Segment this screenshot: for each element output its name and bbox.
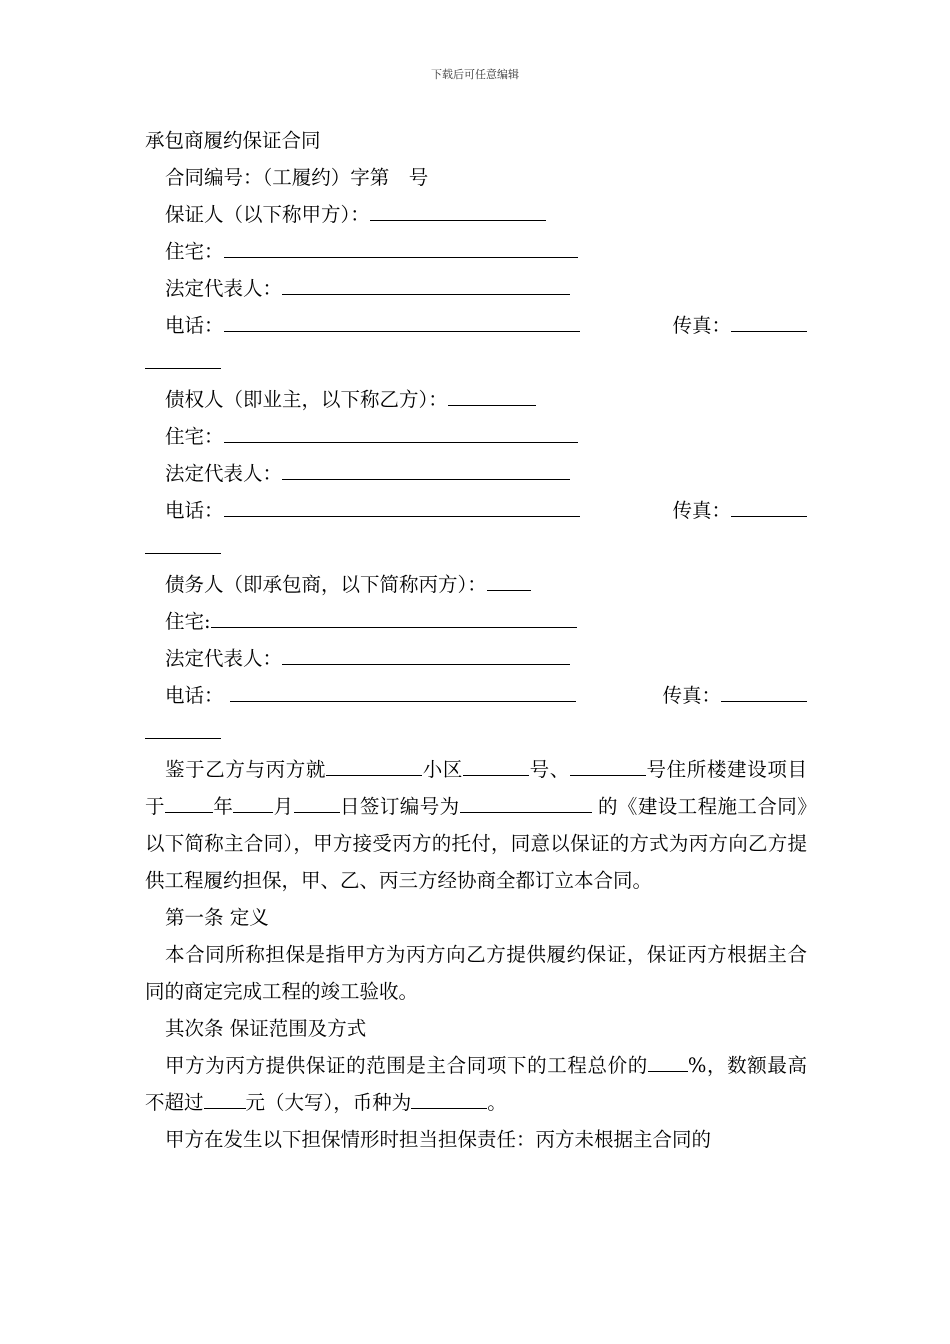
art2-text-1: 甲方为丙方提供保证的范围是主合同项下的工程总价的	[165, 1054, 648, 1077]
contract-number: 合同编号：（工履约）字第 号	[165, 166, 429, 189]
guarantor-line	[145, 196, 807, 233]
guarantor-phone-line	[145, 307, 807, 344]
article-1-heading: 第一条 定义	[165, 906, 269, 929]
debtor-phone-blank[interactable]	[230, 679, 576, 702]
debtor-rep-blank[interactable]	[282, 642, 570, 665]
blank-percent[interactable]	[648, 1049, 688, 1072]
debtor-phone-line	[145, 677, 807, 714]
intro-text-8: 的《建设工程施工合同》以下简称主合同），甲方接受丙方的托付，同意以保证的方式为丙方向乙方提供工程履约担保，甲、乙、丙三方经协商全都订立本合同。	[145, 795, 807, 892]
guarantor-label: 保证人（以下称甲方）：	[165, 203, 370, 226]
creditor-fax	[672, 492, 807, 529]
creditor-phone-label: 电话：	[165, 499, 224, 522]
intro-text-5: 年	[212, 795, 234, 818]
creditor-fax-blank[interactable]	[731, 494, 807, 517]
art2-text-2: %，数额最高不超过	[145, 1054, 807, 1114]
creditor-fax-blank-cont[interactable]	[145, 531, 221, 554]
debtor-address-blank[interactable]	[211, 605, 577, 628]
blank-day[interactable]	[294, 790, 340, 813]
creditor-rep-line	[145, 455, 807, 492]
intro-text-1: 鉴于乙方与丙方就	[165, 758, 327, 781]
art2-text-3: 元（大写），币种为	[245, 1091, 412, 1114]
page-header-note: 下载后可任意编辑	[431, 68, 519, 81]
contract-title: 承包商履约保证合同	[145, 129, 321, 152]
debtor-address-line	[145, 603, 807, 640]
intro-text-2: 小区	[422, 758, 463, 781]
guarantor-blank[interactable]	[370, 198, 546, 221]
guarantor-fax-cont	[145, 344, 807, 381]
guarantor-address-line	[145, 233, 807, 270]
intro-text-4: 号住所楼建设项目于	[145, 758, 807, 818]
article-1-body: 本合同所称担保是指甲方为丙方向乙方提供履约保证，保证丙方根据主合同的商定完成工程的竣工验收。	[145, 943, 807, 1003]
creditor-fax-label: 传真：	[672, 499, 731, 522]
creditor-rep-blank[interactable]	[282, 457, 570, 480]
debtor-address-label: 住宅:	[165, 610, 211, 633]
creditor-blank[interactable]	[448, 383, 536, 406]
art2-text-4: 。	[487, 1091, 507, 1114]
debtor-rep-line	[145, 640, 807, 677]
debtor-phone-label: 电话：	[165, 684, 224, 707]
guarantor-address-label: 住宅：	[165, 240, 224, 263]
article-2-condition: 甲方在发生以下担保情形时担当担保责任：丙方未根据主合同的	[165, 1128, 712, 1151]
intro-paragraph	[145, 751, 807, 899]
debtor-fax-blank[interactable]	[721, 679, 807, 702]
article-2-heading: 其次条 保证范围及方式	[165, 1017, 367, 1040]
debtor-fax	[662, 677, 807, 714]
debtor-blank[interactable]	[487, 568, 531, 591]
intro-text-7: 日签订编号为	[339, 795, 460, 818]
debtor-fax-blank-cont[interactable]	[145, 716, 221, 739]
guarantor-rep-label: 法定代表人：	[165, 277, 283, 300]
blank-building[interactable]	[463, 753, 529, 776]
contract-document	[145, 122, 807, 1158]
creditor-line	[145, 381, 807, 418]
blank-amount[interactable]	[204, 1086, 246, 1109]
blank-year[interactable]	[165, 790, 213, 813]
guarantor-fax-blank[interactable]	[731, 309, 807, 332]
intro-text-6: 月	[273, 795, 294, 818]
guarantor-rep-blank[interactable]	[282, 272, 570, 295]
guarantor-phone-blank[interactable]	[224, 309, 580, 332]
debtor-fax-label: 传真：	[662, 684, 721, 707]
guarantor-address-blank[interactable]	[224, 235, 578, 258]
guarantor-fax-label: 传真：	[672, 314, 731, 337]
guarantor-rep-line	[145, 270, 807, 307]
creditor-phone-line	[145, 492, 807, 529]
creditor-address-line	[145, 418, 807, 455]
creditor-address-label: 住宅：	[165, 425, 224, 448]
creditor-phone-blank[interactable]	[224, 494, 580, 517]
debtor-fax-cont	[145, 714, 807, 751]
guarantor-fax-blank-cont[interactable]	[145, 346, 221, 369]
blank-project[interactable]	[326, 753, 422, 776]
guarantor-phone-label: 电话：	[165, 314, 224, 337]
debtor-rep-label: 法定代表人：	[165, 647, 283, 670]
creditor-rep-label: 法定代表人：	[165, 462, 283, 485]
article-2-body	[145, 1047, 807, 1121]
blank-contract-no[interactable]	[460, 790, 592, 813]
debtor-line	[145, 566, 807, 603]
blank-house[interactable]	[570, 753, 646, 776]
creditor-address-blank[interactable]	[224, 420, 578, 443]
blank-month[interactable]	[233, 790, 273, 813]
blank-currency[interactable]	[411, 1086, 487, 1109]
guarantor-fax	[672, 307, 807, 344]
intro-text-3: 号、	[528, 758, 570, 781]
creditor-fax-cont	[145, 529, 807, 566]
creditor-label: 债权人（即业主，以下称乙方）：	[165, 388, 448, 411]
debtor-label: 债务人（即承包商，以下简称丙方）：	[165, 573, 487, 596]
